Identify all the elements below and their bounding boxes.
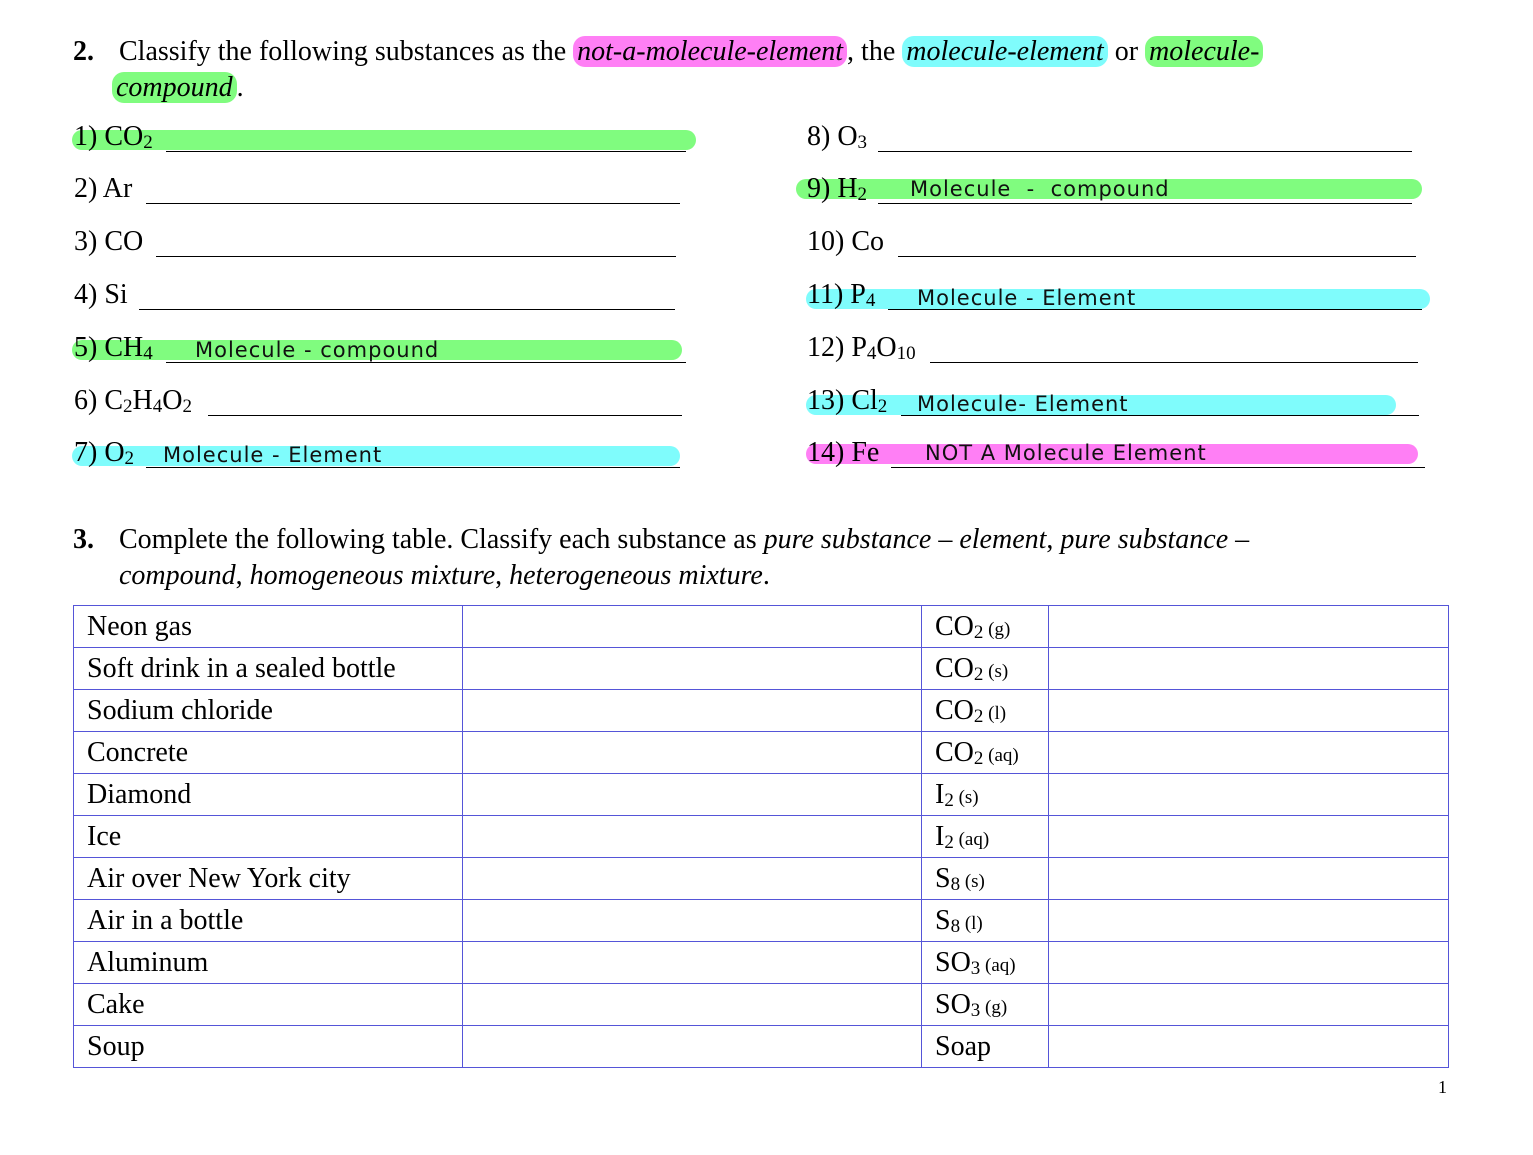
item-14	[807, 437, 879, 469]
answer-line-7[interactable]	[146, 467, 680, 468]
table-row	[74, 942, 1449, 984]
item-label: 7) O	[74, 437, 125, 468]
formula-answer-cell[interactable]	[1049, 648, 1449, 690]
answer-line-1[interactable]	[166, 151, 686, 152]
item-12	[807, 332, 916, 364]
substance-cell: Ice	[74, 816, 463, 858]
formula-cell	[922, 900, 1049, 942]
answer-line-4[interactable]	[139, 309, 675, 310]
handwritten-answer-14: NOT A Molecule Element	[925, 441, 1207, 465]
classification-answer-cell[interactable]	[463, 774, 922, 816]
item-label: 11) P	[807, 279, 866, 310]
item-1	[74, 121, 153, 153]
classification-answer-cell[interactable]	[463, 732, 922, 774]
formula-text: Soap	[935, 1030, 991, 1062]
question-3-sep: ,	[1046, 524, 1061, 555]
formula-answer-cell[interactable]	[1049, 858, 1449, 900]
substance-cell: Concrete	[74, 732, 463, 774]
item-6	[74, 385, 192, 417]
table-row	[74, 1026, 1449, 1068]
item-5	[74, 332, 153, 364]
formula-subscript: 2	[973, 621, 984, 643]
question-2-text: Classify the following substances as the	[119, 36, 574, 67]
formula-answer-cell[interactable]	[1049, 732, 1449, 774]
question-3-sep: ,	[235, 560, 250, 591]
formula-cell	[922, 984, 1049, 1026]
formula-cell	[922, 690, 1049, 732]
formula-answer-cell[interactable]	[1049, 900, 1449, 942]
item-label: 13) Cl	[807, 385, 878, 416]
formula-state: (s)	[960, 870, 985, 892]
classification-answer-cell[interactable]	[463, 942, 922, 984]
formula-subscript: 2	[944, 789, 954, 811]
formula-cell	[922, 732, 1049, 774]
item-subscript: 4	[866, 343, 877, 364]
formula-text: I	[935, 820, 945, 852]
item-subscript: 2	[877, 396, 888, 417]
item-8	[807, 121, 867, 153]
option-heterogeneous: heterogeneous mixture	[509, 560, 763, 591]
table-row	[74, 984, 1449, 1026]
formula-cell	[922, 816, 1049, 858]
item-subscript: 2	[143, 132, 153, 153]
classification-answer-cell[interactable]	[463, 858, 922, 900]
formula-subscript: 8	[950, 873, 961, 895]
option-pure-compound-part1: pure substance –	[1060, 524, 1250, 555]
formula-state: (aq)	[953, 828, 990, 850]
item-subscript: 2	[857, 184, 868, 205]
substance-cell: Air in a bottle	[74, 900, 463, 942]
question-2-period: .	[236, 72, 244, 103]
table-row	[74, 858, 1449, 900]
item-label: 2) Ar	[74, 173, 133, 204]
formula-answer-cell[interactable]	[1049, 774, 1449, 816]
answer-line-3[interactable]	[156, 256, 676, 257]
answer-line-12[interactable]	[930, 362, 1418, 363]
formula-state: (g)	[980, 996, 1008, 1018]
classification-table-body	[74, 606, 1449, 1068]
item-label: 12) P	[807, 332, 867, 363]
formula-text: CO	[935, 694, 974, 726]
handwritten-answer-5: Molecule - compound	[195, 338, 440, 362]
question-2-prompt	[73, 34, 1373, 70]
item-label: 10) Co	[807, 226, 884, 257]
formula-text: CO	[935, 610, 974, 642]
substance-cell: Aluminum	[74, 942, 463, 984]
classification-answer-cell[interactable]	[463, 984, 922, 1026]
item-subscript: 4	[865, 290, 876, 311]
item-label: H	[132, 385, 153, 416]
formula-state: (aq)	[980, 954, 1016, 976]
formula-cell	[922, 1026, 1049, 1068]
item-label: 6) C	[74, 385, 123, 416]
answer-line-14[interactable]	[891, 467, 1425, 468]
item-label: O	[162, 385, 183, 416]
answer-line-5[interactable]	[166, 362, 686, 363]
classification-table	[73, 605, 1449, 1068]
formula-subscript: 2	[944, 831, 954, 853]
substance-cell: Air over New York city	[74, 858, 463, 900]
item-label: 9) H	[807, 173, 858, 204]
formula-state: (s)	[983, 660, 1009, 682]
question-3-prompt-line2	[119, 558, 770, 594]
item-11	[807, 279, 875, 311]
formula-cell	[922, 942, 1049, 984]
question-3-text: Complete the following table. Classify each substance as	[119, 524, 764, 555]
question-2-number: 2.	[73, 36, 94, 67]
answer-line-2[interactable]	[146, 203, 680, 204]
item-4	[74, 279, 128, 311]
item-subscript: 2	[123, 396, 133, 417]
option-pure-element: pure substance – element	[763, 524, 1047, 555]
formula-state: (s)	[953, 786, 979, 808]
table-row	[74, 648, 1449, 690]
formula-text: S	[935, 904, 951, 936]
item-2	[74, 173, 132, 205]
question-3-number: 3.	[73, 524, 94, 555]
formula-subscript: 3	[970, 999, 981, 1021]
formula-state: (l)	[983, 702, 1007, 724]
formula-text: CO	[935, 652, 974, 684]
page-number: 1	[1438, 1077, 1447, 1097]
formula-subscript: 3	[970, 957, 981, 979]
answer-line-8[interactable]	[878, 151, 1412, 152]
question-2-prompt-line2	[112, 70, 244, 106]
formula-text: SO	[935, 988, 971, 1020]
classification-answer-cell[interactable]	[463, 648, 922, 690]
item-label: 5) CH	[74, 332, 144, 363]
item-label: O	[876, 332, 897, 363]
table-row	[74, 690, 1449, 732]
formula-cell	[922, 648, 1049, 690]
formula-cell	[922, 606, 1049, 648]
formula-answer-cell[interactable]	[1049, 816, 1449, 858]
item-label: 14) Fe	[807, 437, 880, 468]
formula-subscript: 2	[973, 663, 984, 685]
substance-cell: Sodium chloride	[74, 690, 463, 732]
option-homogeneous: homogeneous mixture	[249, 560, 496, 591]
highlight-item-1	[72, 130, 696, 150]
answer-line-10[interactable]	[898, 256, 1416, 257]
formula-answer-cell[interactable]	[1049, 606, 1449, 648]
item-10	[807, 226, 884, 258]
formula-subscript: 2	[973, 705, 984, 727]
classification-answer-cell[interactable]	[463, 816, 922, 858]
item-subscript: 3	[857, 132, 868, 153]
question-2-sep: , the	[847, 36, 903, 67]
question-3-prompt	[73, 522, 1403, 558]
handwritten-answer-13: Molecule- Element	[917, 392, 1129, 416]
term-molecule-element: molecule-element	[902, 36, 1107, 67]
item-7	[74, 437, 134, 469]
substance-cell: Soup	[74, 1026, 463, 1068]
substance-cell: Cake	[74, 984, 463, 1026]
handwritten-answer-7: Molecule - Element	[163, 443, 383, 467]
handwritten-answer-9: Molecule - compound	[910, 177, 1170, 201]
item-13	[807, 385, 887, 417]
item-subscript: 4	[152, 396, 163, 417]
item-label: 8) O	[807, 121, 858, 152]
handwritten-answer-11: Molecule - Element	[917, 286, 1137, 310]
item-label: 4) Si	[74, 279, 128, 310]
item-3	[74, 226, 143, 258]
classification-answer-cell[interactable]	[463, 1026, 922, 1068]
question-3-sep: ,	[495, 560, 510, 591]
answer-line-6[interactable]	[208, 415, 682, 416]
item-label: 1) CO	[74, 121, 144, 152]
substance-cell: Diamond	[74, 774, 463, 816]
formula-answer-cell[interactable]	[1049, 984, 1449, 1026]
formula-cell	[922, 858, 1049, 900]
item-label: 3) CO	[74, 226, 144, 257]
table-row	[74, 816, 1449, 858]
formula-text: I	[935, 778, 945, 810]
question-2-or: or	[1107, 36, 1146, 67]
formula-answer-cell[interactable]	[1049, 1026, 1449, 1068]
table-row	[74, 774, 1449, 816]
answer-line-9[interactable]	[878, 203, 1412, 204]
formula-state: (l)	[960, 912, 983, 934]
formula-answer-cell[interactable]	[1049, 690, 1449, 732]
formula-state: (g)	[983, 618, 1011, 640]
classification-answer-cell[interactable]	[463, 900, 922, 942]
formula-cell	[922, 774, 1049, 816]
formula-subscript: 2	[973, 747, 984, 769]
option-pure-compound-part2: compound	[119, 560, 236, 591]
item-subscript: 4	[143, 343, 153, 364]
table-row	[74, 606, 1449, 648]
formula-answer-cell[interactable]	[1049, 942, 1449, 984]
formula-text: S	[935, 862, 951, 894]
table-row	[74, 900, 1449, 942]
item-subscript: 2	[124, 448, 135, 469]
term-not-a-molecule-element: not-a-molecule-element	[573, 36, 847, 67]
substance-cell: Soft drink in a sealed bottle	[74, 648, 463, 690]
item-subscript: 2	[182, 396, 192, 417]
classification-answer-cell[interactable]	[463, 690, 922, 732]
table-row	[74, 732, 1449, 774]
formula-text: SO	[935, 946, 971, 978]
item-9	[807, 173, 867, 205]
classification-answer-cell[interactable]	[463, 606, 922, 648]
term-molecule-compound-part1: molecule-	[1145, 36, 1263, 67]
item-subscript: 10	[896, 343, 916, 364]
formula-text: CO	[935, 736, 974, 768]
substance-cell: Neon gas	[74, 606, 463, 648]
term-molecule-compound-part2: compound	[112, 72, 237, 103]
formula-state: (aq)	[983, 744, 1019, 766]
formula-subscript: 8	[950, 915, 961, 937]
question-3-period: .	[762, 560, 770, 591]
